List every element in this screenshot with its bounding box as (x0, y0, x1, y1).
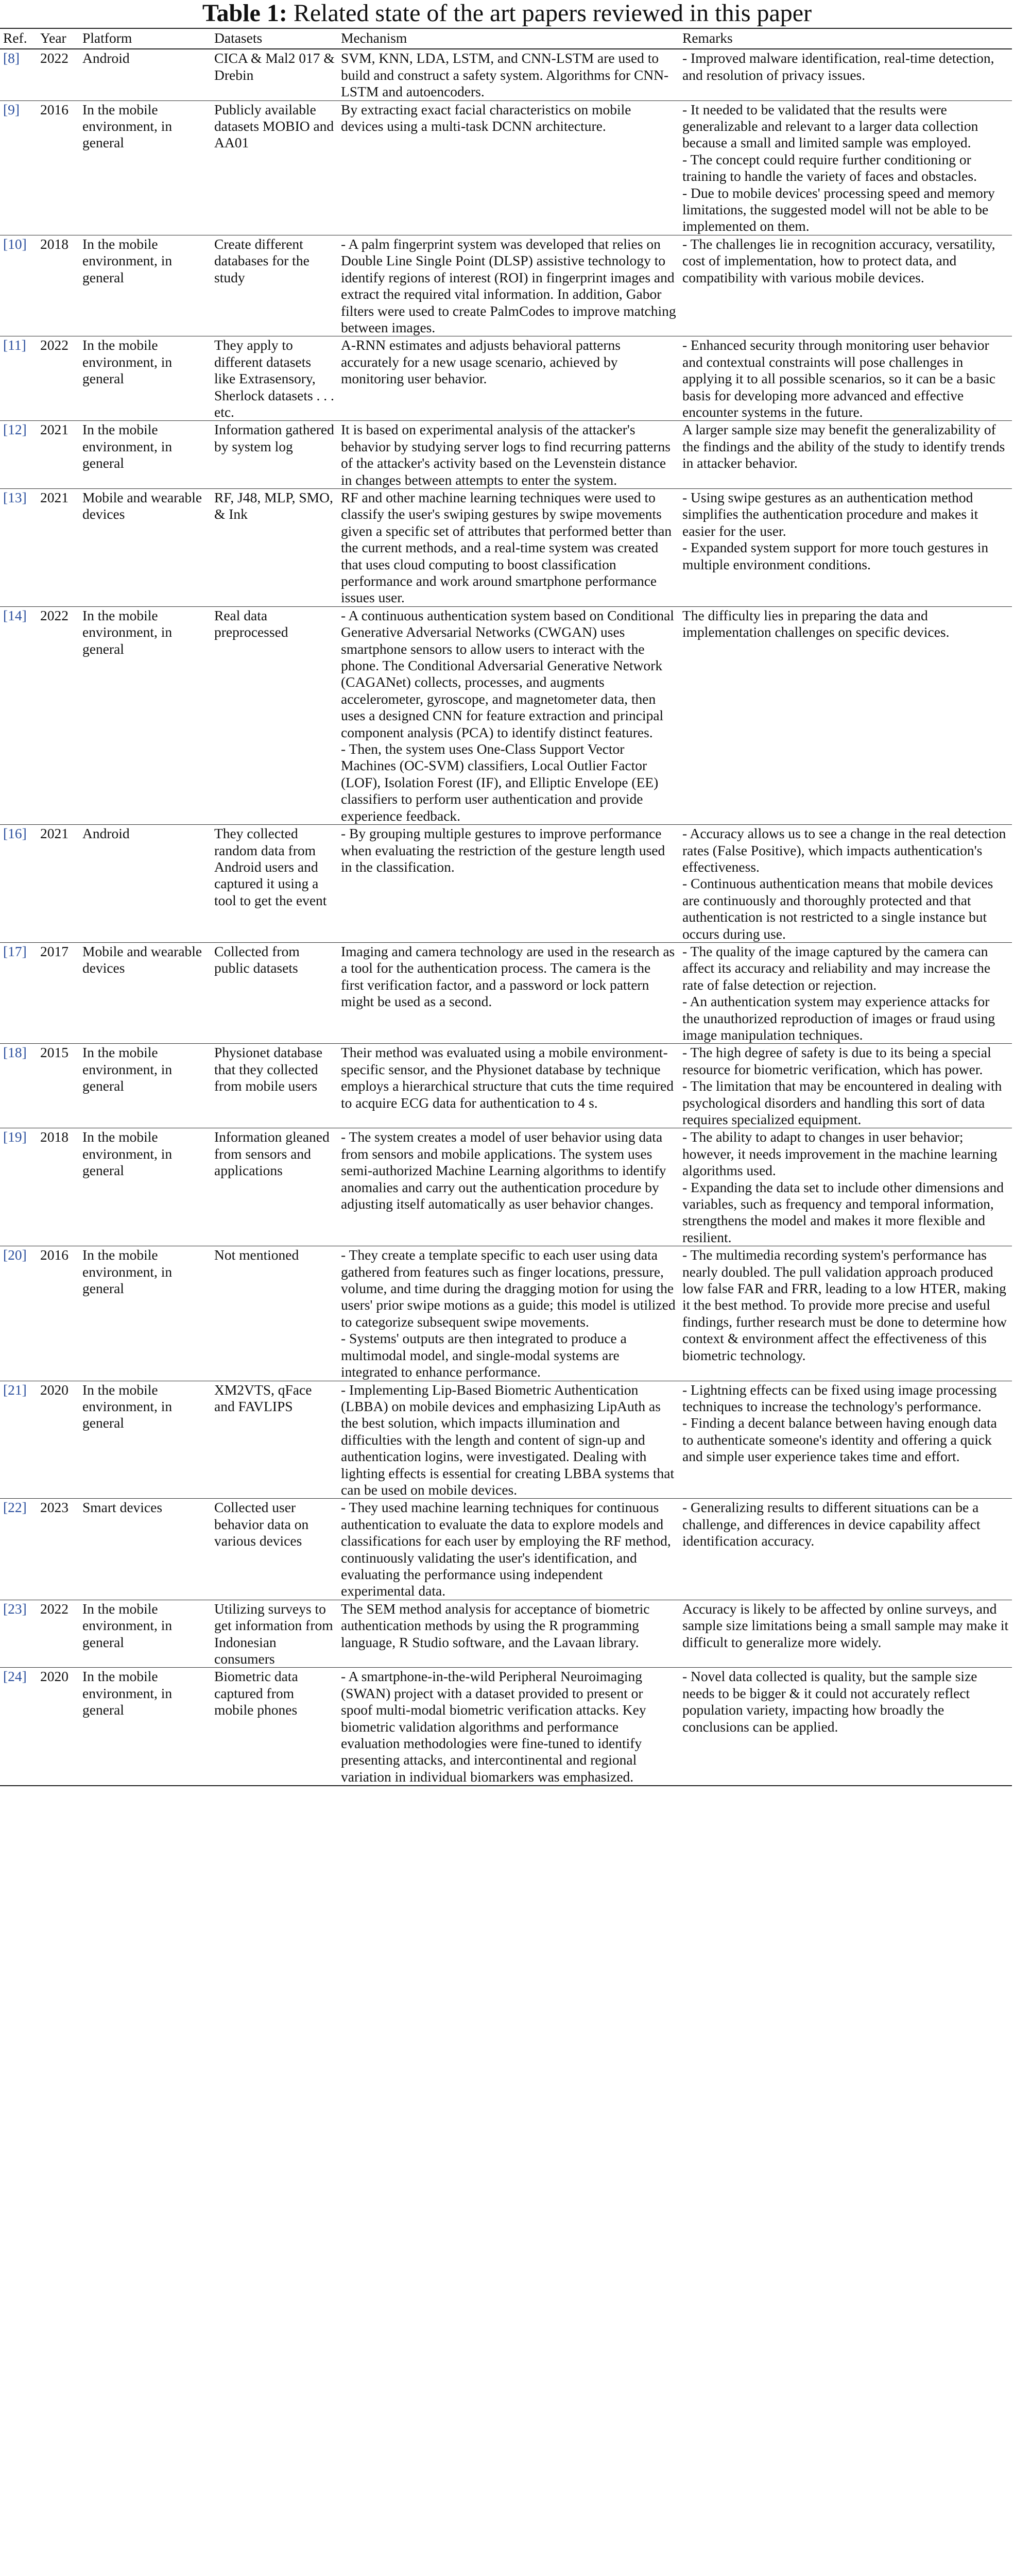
year-cell (37, 488, 79, 606)
mechanism-cell-paragraph: By extracting exact facial characteristics on mobile devices using a multi-task DCNN architecture. (341, 101, 631, 134)
datasets-cell (211, 421, 338, 489)
table-caption (0, 0, 1014, 27)
remarks-cell-paragraph: - Using swipe gestures as an authentication method simplifies the authentication procedure and makes it easier for the user. (682, 489, 978, 539)
ref-cell-text[interactable]: [22] (3, 1499, 27, 1516)
header-remarks: Remarks (682, 30, 733, 46)
year-cell-text: 2022 (40, 1600, 68, 1617)
remarks-cell-paragraph: The difficulty lies in preparing the data and implementation challenges on specific devices. (682, 607, 950, 640)
platform-cell (79, 1499, 211, 1600)
mechanism-cell (338, 488, 679, 606)
datasets-cell (211, 1381, 338, 1499)
table-header (0, 28, 1012, 49)
ref-cell-text[interactable]: [17] (3, 943, 27, 959)
remarks-cell (679, 421, 1012, 489)
datasets-cell (211, 235, 338, 336)
platform-cell-text: In the mobile environment, in general (82, 1600, 173, 1650)
table-row (0, 336, 1012, 421)
platform-cell-text: In the mobile environment, in general (82, 235, 173, 285)
datasets-cell-text: RF, J48, MLP, SMO, & Ink (214, 489, 333, 522)
platform-cell-text: In the mobile environment, in general (82, 1381, 173, 1431)
table-row (0, 49, 1012, 100)
remarks-cell-paragraph: Accuracy is likely to be affected by online surveys, and sample size limitations being a small sample may make it difficult to generalize more widely. (682, 1600, 1009, 1650)
platform-cell (79, 100, 211, 235)
platform-cell (79, 825, 211, 943)
ref-cell (0, 1128, 37, 1246)
year-cell (37, 1499, 79, 1600)
mechanism-cell-paragraph: - They create a template specific to each user using data gathered from features such as finger locations, pressure, volume, and time during the dragging motion for using the users' prior swipe motions as a guide; this model is utilized to categorize subsequent swipe movements. (341, 1247, 676, 1330)
ref-cell-text[interactable]: [20] (3, 1247, 27, 1263)
remarks-cell (679, 1246, 1012, 1381)
mechanism-cell-paragraph: - A palm fingerprint system was developed that relies on Double Line Single Point (DLSP) assistive technology to identify regions of interest (ROI) in fingerprint images and extract the required vital information. In addition, Gabor filters were used to create PalmCodes to improve matching between images. (341, 235, 676, 335)
platform-cell (79, 942, 211, 1043)
remarks-cell-paragraph: - Novel data collected is quality, but the sample size needs to be bigger & it could not accurately reflect population variety, impacting how broadly the conclusions can be applied. (682, 1668, 977, 1735)
mechanism-cell-paragraph: Imaging and camera technology are used in the research as a tool for the authentication process. The camera is the first verification factor, and a password or lock pattern might be used as a second. (341, 943, 675, 1010)
remarks-cell-paragraph: - Enhanced security through monitoring user behavior and contextual constraints will pose challenges in applying it to all possible scenarios, so it can be a basic basis for developing more advanced and effective encounter systems in the future. (682, 337, 995, 420)
mechanism-cell (338, 100, 679, 235)
ref-cell (0, 235, 37, 336)
datasets-cell-text: They apply to different datasets like Extrasensory, Sherlock datasets . . . etc. (214, 337, 334, 420)
platform-cell (79, 1246, 211, 1381)
remarks-cell (679, 49, 1012, 100)
datasets-cell-text: XM2VTS, qFace and FAVLIPS (214, 1381, 312, 1414)
year-cell-text: 2021 (40, 489, 68, 505)
header-platform: Platform (82, 30, 132, 46)
remarks-cell (679, 1381, 1012, 1499)
year-cell (37, 49, 79, 100)
remarks-cell (679, 942, 1012, 1043)
year-cell-text: 2017 (40, 943, 68, 959)
remarks-cell-paragraph: - The ability to adapt to changes in user behavior; however, it needs improvement in the machine learning algorithms used. (682, 1129, 998, 1179)
ref-cell (0, 100, 37, 235)
remarks-cell (679, 1044, 1012, 1128)
platform-cell (79, 488, 211, 606)
mechanism-cell-paragraph: - By grouping multiple gestures to improve performance when evaluating the restriction of the gesture length used in the classification. (341, 825, 665, 875)
table-row (0, 1668, 1012, 1786)
datasets-cell (211, 1128, 338, 1246)
datasets-cell (211, 49, 338, 100)
table-row (0, 942, 1012, 1043)
mechanism-cell (338, 1128, 679, 1246)
platform-cell (79, 1600, 211, 1668)
header-ref: Ref. (3, 30, 27, 46)
ref-cell (0, 1668, 37, 1786)
platform-cell (79, 1668, 211, 1786)
platform-cell-text: In the mobile environment, in general (82, 1668, 173, 1718)
datasets-cell (211, 606, 338, 824)
mechanism-cell (338, 1668, 679, 1786)
datasets-cell-text: CICA & Mal2 017 & Drebin (214, 50, 335, 83)
year-cell-text: 2022 (40, 337, 68, 353)
ref-cell (0, 1381, 37, 1499)
mechanism-cell (338, 1044, 679, 1128)
datasets-cell (211, 100, 338, 235)
platform-cell (79, 1381, 211, 1499)
year-cell (37, 336, 79, 421)
remarks-cell-paragraph: - The limitation that may be encountered in dealing with psychological disorders and handling this sort of data requires specialized equipment. (682, 1078, 1002, 1127)
remarks-cell-paragraph: - The challenges lie in recognition accuracy, versatility, cost of implementation, how to protect data, and compatibility with various mobile devices. (682, 235, 995, 285)
datasets-cell (211, 1044, 338, 1128)
remarks-cell-paragraph: - Expanded system support for more touch gestures in multiple environment conditions. (682, 539, 989, 572)
mechanism-cell (338, 942, 679, 1043)
datasets-cell-text: Publicly available datasets MOBIO and AA01 (214, 101, 334, 151)
ref-cell (0, 1600, 37, 1668)
mechanism-cell-paragraph: Their method was evaluated using a mobile environment-specific sensor, and the Physionet database by technique employs a hierarchical structure that cuts the time required to acquire ECG data for authentication to 4 s. (341, 1044, 674, 1111)
header-datasets: Datasets (214, 30, 263, 46)
mechanism-cell-paragraph: - A smartphone-in-the-wild Peripheral Neuroimaging (SWAN) project with a dataset provided to present or spoof multi-modal biometric verification attacks. Key biometric validation algorithms and performance evaluation methodologies were fine-tuned to identify presenting attacks, and intercontinental and regional variation in individual biomarkers was emphasized. (341, 1668, 646, 1785)
mechanism-cell-paragraph: - The system creates a model of user behavior using data from sensors and mobile applications. The system uses semi-authorized Machine Learning algorithms to identify anomalies and carry out the authentication procedure by adjusting itself automatically as user behavior changes. (341, 1129, 666, 1212)
remarks-cell-paragraph: - The concept could require further conditioning or training to handle the variety of faces and obstacles. (682, 151, 977, 184)
remarks-cell-paragraph: - Generalizing results to different situations can be a challenge, and differences in device capability affect identification accuracy. (682, 1499, 981, 1549)
remarks-cell-paragraph: - It needed to be validated that the results were generalizable and relevant to a larger data collection because a small and limited sample was employed. (682, 101, 978, 151)
mechanism-cell-paragraph: The SEM method analysis for acceptance of biometric authentication methods by using the R programming language, R Studio software, and the Lavaan library. (341, 1600, 650, 1650)
remarks-cell-paragraph: - Improved malware identification, real-time detection, and resolution of privacy issues. (682, 50, 994, 83)
table-row (0, 1044, 1012, 1128)
table-body (0, 49, 1012, 1786)
year-cell-text: 2022 (40, 50, 68, 66)
datasets-cell-text: Biometric data captured from mobile phones (214, 1668, 298, 1718)
year-cell (37, 1381, 79, 1499)
year-cell (37, 100, 79, 235)
ref-cell-text[interactable]: [11] (3, 337, 26, 353)
remarks-cell-paragraph: - The multimedia recording system's performance has nearly doubled. The pull validation approach produced low false FAR and FRR, leading to a low HTER, making it the best method. To provide more precise and useful findings, further research must be done to determine how context & environment affect the effectiveness of this biometric technology. (682, 1247, 1007, 1363)
ref-cell-text[interactable]: [21] (3, 1381, 27, 1398)
remarks-cell (679, 1128, 1012, 1246)
platform-cell (79, 336, 211, 421)
header-mechanism: Mechanism (341, 30, 407, 46)
datasets-cell (211, 1600, 338, 1668)
remarks-cell (679, 1600, 1012, 1668)
table-row (0, 606, 1012, 824)
remarks-cell-paragraph: - Due to mobile devices' processing speed and memory limitations, the suggested model will not be able to be implemented on them. (682, 184, 995, 234)
remarks-cell (679, 235, 1012, 336)
platform-cell-text: In the mobile environment, in general (82, 1044, 173, 1094)
remarks-cell-paragraph: - Accuracy allows us to see a change in the real detection rates (False Positive), which impacts authentication's effectiveness. (682, 825, 1006, 875)
datasets-cell (211, 336, 338, 421)
ref-cell-text[interactable]: [18] (3, 1044, 27, 1061)
datasets-cell-text: Collected from public datasets (214, 943, 300, 976)
ref-cell-text[interactable]: [24] (3, 1668, 27, 1685)
platform-cell-text: Android (82, 825, 130, 842)
table-row (0, 1128, 1012, 1246)
ref-cell (0, 606, 37, 824)
table-row (0, 1600, 1012, 1668)
mechanism-cell-paragraph: RF and other machine learning techniques were used to classify the user's swiping gestures by swipe movements given a specific set of attributes that performed better than the current methods, and a real-time system was created that uses cloud computing to boost classification performance and work around smartphone performance issues user. (341, 489, 672, 606)
mechanism-cell (338, 606, 679, 824)
datasets-cell (211, 488, 338, 606)
mechanism-cell-paragraph: It is based on experimental analysis of the attacker's behavior by studying server logs to find recurring patterns of the attacker's activity based on the Levenstein distance in changes between attempts to enter the system. (341, 421, 671, 488)
mechanism-cell (338, 825, 679, 943)
ref-cell (0, 421, 37, 489)
table-row (0, 825, 1012, 943)
mechanism-cell-paragraph: - Then, the system uses One-Class Support Vector Machines (OC-SVM) classifiers, Local Outlier Factor (LOF), Isolation Forest (IF), and Elliptic Envelope (EE) classifiers to perform user authentication and provide experience feedback. (341, 741, 659, 824)
year-cell-text: 2018 (40, 235, 68, 252)
datasets-cell-text: Create different databases for the study (214, 235, 310, 285)
year-cell-text: 2021 (40, 421, 68, 438)
remarks-cell-paragraph: - The high degree of safety is due to its being a special resource for biometric verification, which has power. (682, 1044, 991, 1077)
year-cell-text: 2016 (40, 101, 68, 117)
ref-cell (0, 336, 37, 421)
ref-cell (0, 825, 37, 943)
remarks-cell-paragraph: - The quality of the image captured by the camera can affect its accuracy and reliability and may increase the rate of false detection or rejection. (682, 943, 991, 993)
year-cell (37, 235, 79, 336)
mechanism-cell (338, 235, 679, 336)
remarks-cell-paragraph: A larger sample size may benefit the generalizability of the findings and the ability of the study to identify trends in attacker behavior. (682, 421, 1005, 471)
platform-cell-text: In the mobile environment, in general (82, 1129, 173, 1179)
datasets-cell-text: They collected random data from Android users and captured it using a tool to get the event (214, 825, 327, 908)
year-cell (37, 1128, 79, 1246)
mechanism-cell (338, 421, 679, 489)
datasets-cell-text: Physionet database that they collected from mobile users (214, 1044, 323, 1094)
datasets-cell-text: Information gleaned from sensors and applications (214, 1129, 330, 1179)
table-row (0, 100, 1012, 235)
table-row (0, 1381, 1012, 1499)
ref-cell (0, 488, 37, 606)
platform-cell-text: In the mobile environment, in general (82, 607, 173, 657)
platform-cell-text: In the mobile environment, in general (82, 421, 173, 471)
mechanism-cell (338, 1246, 679, 1381)
mechanism-cell-paragraph: - They used machine learning techniques for continuous authentication to evaluate the data to explore models and classifications for each user by employing the RF method, continuously validating the user's identification, and evaluating the performance using independent experimental data. (341, 1499, 671, 1599)
year-cell (37, 1246, 79, 1381)
platform-cell (79, 421, 211, 489)
datasets-cell-text: Utilizing surveys to get information from Indonesian consumers (214, 1600, 333, 1667)
table-row (0, 1499, 1012, 1600)
platform-cell-text: Mobile and wearable devices (82, 489, 202, 522)
ref-cell-text[interactable]: [16] (3, 825, 27, 842)
remarks-cell (679, 606, 1012, 824)
table-row (0, 488, 1012, 606)
year-cell-text: 2020 (40, 1381, 68, 1398)
ref-cell (0, 49, 37, 100)
header-year: Year (40, 30, 66, 46)
year-cell-text: 2016 (40, 1247, 68, 1263)
mechanism-cell-paragraph: SVM, KNN, LDA, LSTM, and CNN-LSTM are used to build and construct a safety system. Algorithms for CNN-LSTM and autoencoders. (341, 50, 669, 100)
mechanism-cell-paragraph: - Systems' outputs are then integrated to produce a multimodal model, and single-modal systems are integrated to enhance performance. (341, 1330, 627, 1380)
papers-table (0, 28, 1012, 1786)
year-cell-text: 2022 (40, 607, 68, 623)
datasets-cell-text: Not mentioned (214, 1247, 299, 1263)
year-cell (37, 1600, 79, 1668)
year-cell (37, 606, 79, 824)
remarks-cell-paragraph: - An authentication system may experience attacks for the unauthorized reproduction of images or fraud using image manipulation techniques. (682, 993, 995, 1043)
year-cell-text: 2021 (40, 825, 68, 842)
ref-cell (0, 1044, 37, 1128)
platform-cell (79, 49, 211, 100)
mechanism-cell-paragraph: A-RNN estimates and adjusts behavioral patterns accurately for a new usage scenario, achieved by monitoring user behavior. (341, 337, 621, 387)
remarks-cell (679, 1668, 1012, 1786)
mechanism-cell (338, 1499, 679, 1600)
ref-cell-text[interactable]: [10] (3, 235, 27, 252)
platform-cell-text: Mobile and wearable devices (82, 943, 202, 976)
mechanism-cell (338, 336, 679, 421)
datasets-cell (211, 825, 338, 943)
remarks-cell-paragraph: - Finding a decent balance between having enough data to authenticate someone's identity and offering a quick and simple user experience takes time and effort. (682, 1415, 997, 1465)
year-cell-text: 2018 (40, 1129, 68, 1145)
remarks-cell (679, 825, 1012, 943)
remarks-cell-paragraph: - Lightning effects can be fixed using image processing techniques to increase the technology's performance. (682, 1381, 997, 1414)
year-cell (37, 1044, 79, 1128)
remarks-cell (679, 1499, 1012, 1600)
remarks-cell (679, 336, 1012, 421)
year-cell (37, 421, 79, 489)
ref-cell-text[interactable]: [23] (3, 1600, 27, 1617)
datasets-cell (211, 1668, 338, 1786)
platform-cell-text: In the mobile environment, in general (82, 101, 173, 151)
datasets-cell-text: Collected user behavior data on various devices (214, 1499, 309, 1549)
mechanism-cell-paragraph: - A continuous authentication system based on Conditional Generative Adversarial Networks (CWGAN) uses smartphone sensors to allow users to interact with the phone. The Conditional Adversarial Generative Network (CAGANet) collects, processes, and augments accelerometer, gyroscope, and magnetometer data, then uses a designed CNN for feature extraction and principal component analysis (PCA) to identify distinct features. (341, 607, 674, 740)
datasets-cell (211, 1246, 338, 1381)
remarks-cell (679, 100, 1012, 235)
caption-text: Related state of the art papers reviewed in this paper (293, 0, 812, 27)
platform-cell (79, 1044, 211, 1128)
remarks-cell-paragraph: - Expanding the data set to include other dimensions and variables, such as frequency and temporal information, strengthens the model and makes it more flexible and resilient. (682, 1179, 1004, 1245)
table-row (0, 1246, 1012, 1381)
table-row (0, 421, 1012, 489)
platform-cell (79, 235, 211, 336)
remarks-cell-paragraph: - Continuous authentication means that mobile devices are continuously and thoroughly protected and that authentication is not restricted to a single instance but occurs during use. (682, 875, 993, 942)
year-cell (37, 825, 79, 943)
ref-cell (0, 942, 37, 1043)
remarks-cell (679, 488, 1012, 606)
year-cell-text: 2023 (40, 1499, 68, 1516)
mechanism-cell (338, 1381, 679, 1499)
ref-cell (0, 1499, 37, 1600)
platform-cell-text: In the mobile environment, in general (82, 337, 173, 387)
platform-cell-text: Smart devices (82, 1499, 163, 1516)
platform-cell-text: Android (82, 50, 130, 66)
mechanism-cell (338, 1600, 679, 1668)
datasets-cell (211, 1499, 338, 1600)
platform-cell (79, 606, 211, 824)
ref-cell-text[interactable]: [9] (3, 101, 20, 117)
year-cell-text: 2015 (40, 1044, 68, 1061)
year-cell-text: 2020 (40, 1668, 68, 1685)
ref-cell-text[interactable]: [8] (3, 50, 20, 66)
platform-cell (79, 1128, 211, 1246)
caption-label: Table 1: (202, 0, 287, 27)
platform-cell-text: In the mobile environment, in general (82, 1247, 173, 1297)
ref-cell-text[interactable]: [14] (3, 607, 27, 623)
header-row (0, 28, 1012, 49)
table-row (0, 235, 1012, 336)
year-cell (37, 1668, 79, 1786)
year-cell (37, 942, 79, 1043)
datasets-cell-text: Information gathered by system log (214, 421, 334, 454)
datasets-cell-text: Real data preprocessed (214, 607, 288, 640)
ref-cell-text[interactable]: [12] (3, 421, 27, 438)
ref-cell-text[interactable]: [19] (3, 1129, 27, 1145)
ref-cell-text[interactable]: [13] (3, 489, 27, 505)
mechanism-cell-paragraph: - Implementing Lip-Based Biometric Authentication (LBBA) on mobile devices and emphasizing LipAuth as the best solution, which impacts illumination and difficulties with the length and content of sign-up and authentication logins, were investigated. Dealing with lighting effects is essential for creating LBBA systems that can be used on mobile devices. (341, 1381, 675, 1498)
mechanism-cell (338, 49, 679, 100)
datasets-cell (211, 942, 338, 1043)
ref-cell (0, 1246, 37, 1381)
